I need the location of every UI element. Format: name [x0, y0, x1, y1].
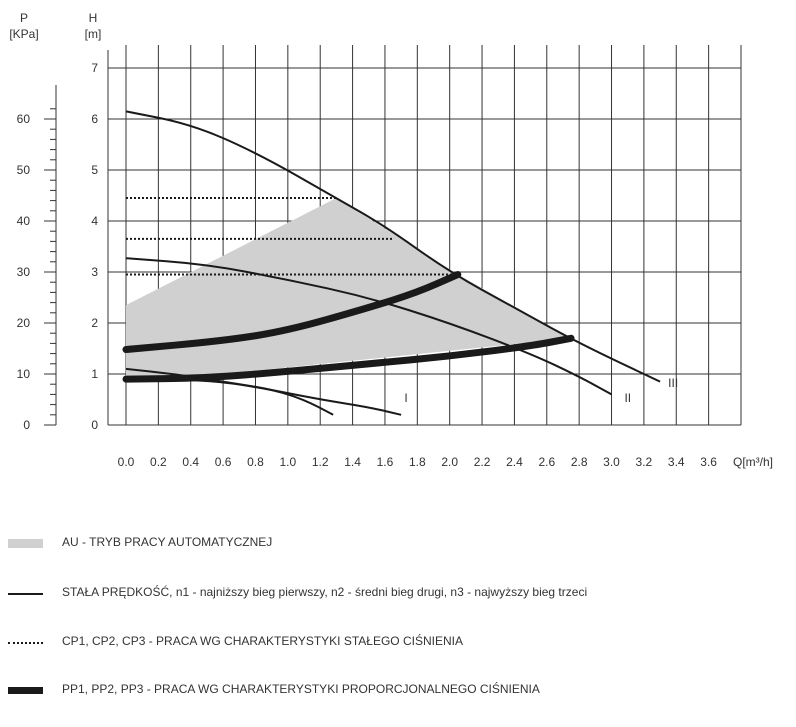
curve-label-II: II: [624, 391, 632, 406]
p-axis-title: P: [19, 11, 29, 25]
legend-swatch-dotted: [8, 642, 43, 644]
x-tick-label: 1.0: [279, 455, 297, 469]
x-tick-label: 3.0: [603, 455, 620, 469]
legend-item-auto: [0, 530, 796, 558]
x-tick-label: 0.8: [247, 455, 264, 469]
x-tick-label: 2.8: [570, 455, 588, 469]
x-tick-label: 1.8: [408, 455, 426, 469]
h-tick-label: 2: [91, 316, 98, 330]
curve-label-III: III: [668, 375, 679, 390]
legend-item-proportional-pressure: [0, 677, 796, 705]
h-tick-label: 5: [91, 163, 98, 177]
p-axis-unit: [KPa]: [9, 27, 39, 41]
curve-label-I: I: [404, 391, 408, 406]
x-axis-title: Q[m³/h]: [733, 455, 774, 469]
p-tick-label: 50: [16, 163, 30, 177]
x-tick-label: 0.2: [150, 455, 167, 469]
p-tick-label: 30: [16, 265, 30, 279]
x-tick-label: 0.4: [182, 455, 200, 469]
x-tick-label: 3.6: [700, 455, 717, 469]
curve-labels: [404, 376, 678, 405]
legend-swatch-area: [8, 539, 43, 548]
legend-label-auto: AU - TRYB PRACY AUTOMATYCZNEJ: [62, 535, 273, 549]
p-tick-label: 0: [23, 418, 30, 432]
h-tick-label: 1: [91, 367, 98, 381]
p-tick-label: 60: [16, 112, 30, 126]
p-tick-label: 10: [16, 367, 30, 381]
legend-label-constant-pressure: CP1, CP2, CP3 - PRACA WG CHARAKTERYSTYKI STAŁEGO CIŚNIENIA: [62, 634, 463, 648]
x-tick-label: 2.2: [473, 455, 491, 469]
x-tick-label: 1.6: [376, 455, 394, 469]
h-tick-label: 0: [91, 418, 98, 432]
legend-item-constant-speed: [0, 580, 796, 608]
legend-swatch-thin: [8, 593, 43, 595]
x-tick-label: 3.2: [635, 455, 653, 469]
x-tick-label: 0.0: [117, 455, 135, 469]
p-tick-label: 20: [16, 316, 30, 330]
x-tick-label: 2.4: [506, 455, 523, 469]
h-tick-label: 7: [91, 61, 98, 75]
h-axis-unit: [m]: [84, 27, 102, 41]
x-tick-label: 2.6: [538, 455, 556, 469]
x-tick-label: 0.6: [214, 455, 232, 469]
h-tick-label: 3: [91, 265, 98, 279]
x-tick-label: 2.0: [441, 455, 459, 469]
legend-label-proportional-pressure: PP1, PP2, PP3 - PRACA WG CHARAKTERYSTYKI PROPORCJONALNEGO CIŚNIENIA: [62, 682, 540, 696]
legend-item-constant-pressure: [0, 629, 796, 657]
legend-swatch-thick: [8, 687, 43, 694]
h-tick-label: 4: [91, 214, 98, 228]
x-tick-label: 1.2: [311, 455, 329, 469]
x-tick-label: 3.4: [667, 455, 685, 469]
h-axis-title: H: [88, 11, 98, 25]
h-tick-label: 6: [91, 112, 98, 126]
legend-label-constant-speed: STAŁA PRĘDKOŚĆ, n1 - najniższy bieg pierwszy, n2 - średni bieg drugi, n3 - najwyższy bieg trzeci: [62, 585, 588, 599]
curve-thin-3: [126, 379, 401, 415]
x-tick-label: 1.4: [344, 455, 361, 469]
p-tick-label: 40: [16, 214, 30, 228]
